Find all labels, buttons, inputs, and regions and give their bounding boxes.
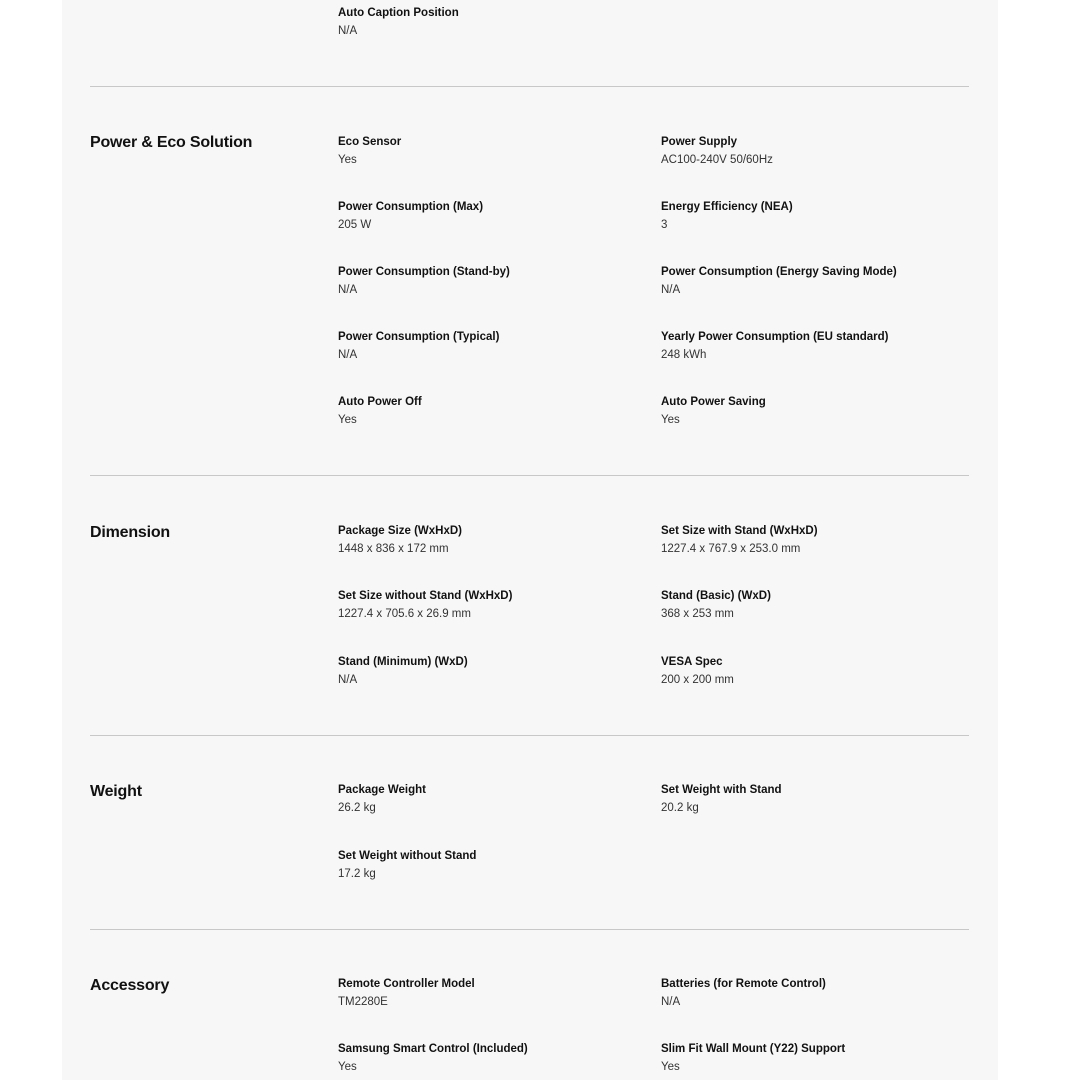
section-divider xyxy=(90,735,969,736)
spec-power-consumption-standby xyxy=(338,264,638,298)
spec-slim-fit-wall-mount xyxy=(661,1041,961,1075)
spec-label: Power Consumption (Max) xyxy=(338,201,484,213)
spec-label: Remote Controller Model xyxy=(338,978,475,990)
spec-label: Stand (Basic) (WxD) xyxy=(661,590,771,602)
spec-label: Power Consumption (Energy Saving Mode) xyxy=(661,266,897,278)
spec-value: N/A xyxy=(338,284,358,296)
spec-value: 200 x 200 mm xyxy=(661,674,734,686)
spec-value: 1227.4 x 705.6 x 26.9 mm xyxy=(338,608,471,620)
spec-value: N/A xyxy=(338,674,358,686)
spec-label: Package Size (WxHxD) xyxy=(338,525,462,537)
spec-label: Set Size with Stand (WxHxD) xyxy=(661,525,818,537)
section-divider xyxy=(90,475,969,476)
spec-label: Auto Power Off xyxy=(338,396,422,408)
spec-value: 20.2 kg xyxy=(661,802,699,814)
spec-value: 3 xyxy=(661,219,668,231)
spec-label: Stand (Minimum) (WxD) xyxy=(338,656,468,668)
spec-label: Auto Caption Position xyxy=(338,7,459,19)
spec-value: Yes xyxy=(661,1061,680,1073)
spec-auto-power-saving xyxy=(661,394,961,428)
spec-value: 248 kWh xyxy=(661,349,707,361)
section-title-power: Power & Eco Solution xyxy=(90,134,253,151)
spec-set-size-with-stand xyxy=(661,523,961,557)
spec-value: 26.2 kg xyxy=(338,802,376,814)
spec-label: Batteries (for Remote Control) xyxy=(661,978,826,990)
spec-vesa xyxy=(661,654,961,688)
spec-stand-basic xyxy=(661,588,961,622)
spec-value: Yes xyxy=(338,154,357,166)
spec-batteries xyxy=(661,976,961,1010)
spec-label: Energy Efficiency (NEA) xyxy=(661,201,793,213)
spec-label: Package Weight xyxy=(338,784,426,796)
spec-package-size xyxy=(338,523,638,557)
spec-label: Yearly Power Consumption (EU standard) xyxy=(661,331,889,343)
spec-value: 368 x 253 mm xyxy=(661,608,734,620)
spec-label: Set Weight without Stand xyxy=(338,850,477,862)
spec-value: Yes xyxy=(338,1061,357,1073)
spec-set-weight-without-stand xyxy=(338,848,638,882)
section-title-accessory: Accessory xyxy=(90,977,170,994)
spec-samsung-smart-control xyxy=(338,1041,638,1075)
spec-value: 205 W xyxy=(338,219,372,231)
spec-value: Yes xyxy=(338,414,357,426)
spec-value: N/A xyxy=(661,996,681,1008)
spec-remote-controller-model xyxy=(338,976,638,1010)
spec-set-size-without-stand xyxy=(338,588,638,622)
spec-auto-power-off xyxy=(338,394,638,428)
spec-label: Slim Fit Wall Mount (Y22) Support xyxy=(661,1043,846,1055)
spec-energy-efficiency xyxy=(661,199,961,233)
spec-label: Power Supply xyxy=(661,136,738,148)
spec-power-consumption-max xyxy=(338,199,638,233)
spec-value: Yes xyxy=(661,414,680,426)
section-divider xyxy=(90,86,969,87)
spec-label: Set Size without Stand (WxHxD) xyxy=(338,590,513,602)
section-title-weight: Weight xyxy=(90,783,142,800)
spec-power-supply xyxy=(661,134,961,168)
spec-yearly-power-consumption xyxy=(661,329,961,363)
spec-value: TM2280E xyxy=(338,996,388,1008)
spec-eco-sensor xyxy=(338,134,638,168)
section-divider xyxy=(90,929,969,930)
spec-value: 17.2 kg xyxy=(338,868,376,880)
spec-auto-caption-position xyxy=(338,5,638,39)
spec-package-weight xyxy=(338,782,638,816)
spec-label: Power Consumption (Typical) xyxy=(338,331,500,343)
spec-label: Eco Sensor xyxy=(338,136,402,148)
spec-label: Set Weight with Stand xyxy=(661,784,782,796)
spec-set-weight-with-stand xyxy=(661,782,961,816)
spec-stand-minimum xyxy=(338,654,638,688)
spec-value: AC100-240V 50/60Hz xyxy=(661,154,773,166)
spec-value: N/A xyxy=(338,25,358,37)
spec-value: 1227.4 x 767.9 x 253.0 mm xyxy=(661,543,801,555)
spec-label: Samsung Smart Control (Included) xyxy=(338,1043,528,1055)
spec-power-consumption-energy-saving xyxy=(661,264,961,298)
spec-label: Power Consumption (Stand-by) xyxy=(338,266,510,278)
spec-value: N/A xyxy=(338,349,358,361)
spec-value: 1448 x 836 x 172 mm xyxy=(338,543,449,555)
spec-value: N/A xyxy=(661,284,681,296)
spec-label: Auto Power Saving xyxy=(661,396,766,408)
spec-label: VESA Spec xyxy=(661,656,723,668)
spec-power-consumption-typical xyxy=(338,329,638,363)
specs-panel xyxy=(62,0,998,1080)
section-title-dimension: Dimension xyxy=(90,524,170,541)
